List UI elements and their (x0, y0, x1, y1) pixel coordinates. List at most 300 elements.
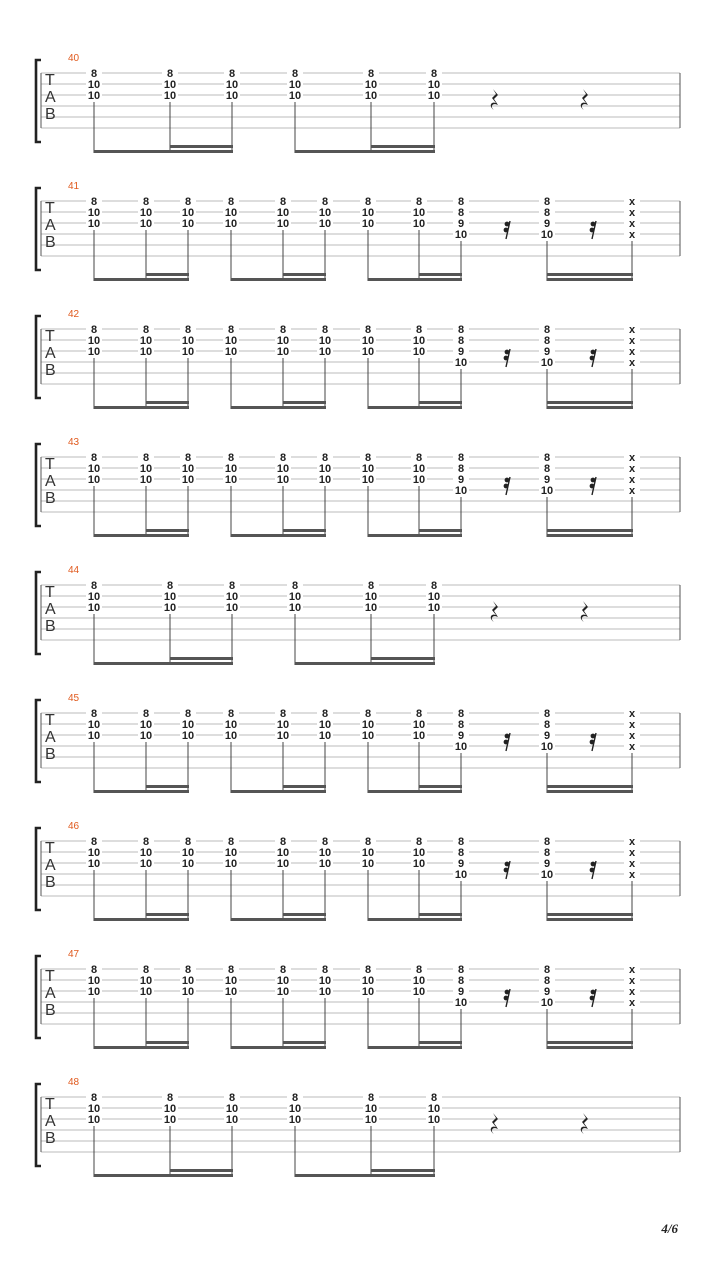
fret-number: 10 (139, 719, 153, 731)
chord (287, 1092, 303, 1177)
chord (138, 324, 154, 409)
fret-number: 10 (87, 346, 101, 358)
measure-number: 40 (68, 53, 80, 64)
fret-number: 10 (412, 207, 426, 219)
fret-number: 8 (457, 719, 465, 731)
beam (94, 150, 233, 153)
chord (138, 196, 154, 281)
fret-number: 10 (139, 847, 153, 859)
fret-number: 10 (87, 719, 101, 731)
chord (224, 580, 240, 665)
fret-number: x (628, 986, 636, 998)
fret-number: 10 (139, 975, 153, 987)
fret-number: 8 (543, 324, 551, 336)
fret-number: 8 (457, 975, 465, 987)
chord (275, 452, 291, 537)
chord (180, 196, 196, 281)
beam (368, 534, 462, 537)
fret-number: 10 (87, 1114, 101, 1126)
fret-number: 9 (457, 474, 465, 486)
chord (624, 452, 640, 537)
sixteenth-rest (504, 989, 510, 1007)
fret-number: 8 (166, 68, 174, 80)
fret-number: 8 (543, 335, 551, 347)
fret-number: 10 (361, 346, 375, 358)
beam (231, 918, 326, 921)
chord (539, 964, 555, 1049)
chord (624, 836, 640, 921)
chord (317, 452, 333, 537)
fret-number: 10 (163, 602, 177, 614)
fret-number: 9 (457, 858, 465, 870)
chord (624, 964, 640, 1049)
beam-secondary (146, 273, 189, 276)
beam-secondary (419, 273, 462, 276)
system-bracket (36, 316, 41, 398)
fret-number: 10 (276, 335, 290, 347)
fret-number: 10 (139, 463, 153, 475)
beam (231, 406, 326, 409)
chord (317, 964, 333, 1049)
fret-number: 8 (90, 708, 98, 720)
tab-clef-letter: A (45, 1113, 56, 1130)
fret-number: 8 (543, 708, 551, 720)
fret-number: 8 (184, 964, 192, 976)
chord (360, 324, 376, 409)
fret-number: 10 (224, 474, 238, 486)
fret-number: 10 (163, 79, 177, 91)
sixteenth-rest (504, 221, 510, 239)
chord (411, 836, 427, 921)
fret-number: x (628, 463, 636, 475)
chord (360, 452, 376, 537)
fret-number: 10 (364, 1114, 378, 1126)
fret-number: 9 (457, 346, 465, 358)
chord (411, 708, 427, 793)
fret-number: 8 (291, 580, 299, 592)
tab-clef-letter: A (45, 985, 56, 1002)
quarter-rest (581, 1113, 588, 1134)
fret-number: 8 (227, 964, 235, 976)
tab-system (36, 1077, 680, 1177)
fret-number: 10 (364, 591, 378, 603)
quarter-rest (581, 1113, 588, 1134)
beam-secondary (547, 785, 633, 788)
fret-number: 8 (279, 708, 287, 720)
fret-number: 10 (276, 858, 290, 870)
fret-number: x (628, 474, 636, 486)
fret-number: 8 (279, 836, 287, 848)
chord (180, 708, 196, 793)
beam (94, 534, 189, 537)
fret-number: x (628, 218, 636, 230)
chord (426, 580, 442, 665)
tab-clef-letter: B (45, 874, 56, 891)
fret-number: 10 (225, 90, 239, 102)
system-bracket (36, 444, 41, 526)
fret-number: 8 (90, 196, 98, 208)
beam-secondary (419, 1041, 462, 1044)
fret-number: 10 (87, 335, 101, 347)
fret-number: 8 (367, 68, 375, 80)
chord (453, 452, 469, 537)
fret-number: 8 (228, 68, 236, 80)
fret-number: 10 (288, 1114, 302, 1126)
chord (86, 1092, 102, 1177)
fret-number: x (628, 335, 636, 347)
chord (411, 964, 427, 1049)
fret-number: 10 (276, 986, 290, 998)
tab-system (36, 949, 680, 1049)
fret-number: 10 (181, 207, 195, 219)
beam (547, 278, 633, 281)
fret-number: 10 (361, 975, 375, 987)
fret-number: 10 (87, 463, 101, 475)
fret-number: 8 (543, 196, 551, 208)
beam-secondary (547, 401, 633, 404)
tab-clef-letter: T (45, 712, 55, 729)
chord (363, 580, 379, 665)
chord (411, 324, 427, 409)
fret-number: 8 (457, 207, 465, 219)
fret-number: 10 (412, 975, 426, 987)
fret-number: 8 (415, 708, 423, 720)
measure-number: 42 (68, 309, 80, 320)
beam-secondary (283, 913, 326, 916)
beam (368, 790, 462, 793)
chord (180, 452, 196, 537)
fret-number: 10 (276, 474, 290, 486)
fret-number: 8 (227, 836, 235, 848)
fret-number: 8 (90, 324, 98, 336)
chord (287, 580, 303, 665)
fret-number: 8 (543, 964, 551, 976)
tab-clef-letter: T (45, 968, 55, 985)
chord (162, 1092, 178, 1177)
beam (547, 918, 633, 921)
fret-number: 10 (364, 90, 378, 102)
beam (94, 918, 189, 921)
fret-number: 10 (224, 986, 238, 998)
beam-secondary (419, 401, 462, 404)
chord (224, 68, 240, 153)
chord (426, 68, 442, 153)
fret-number: 8 (321, 708, 329, 720)
fret-number: 10 (364, 602, 378, 614)
sixteenth-rest (590, 861, 596, 879)
chord (539, 452, 555, 537)
fret-number: 8 (367, 580, 375, 592)
chord (624, 708, 640, 793)
chord (363, 68, 379, 153)
fret-number: 10 (318, 847, 332, 859)
fret-number: 10 (163, 90, 177, 102)
tab-system (36, 821, 680, 921)
fret-number: 8 (321, 964, 329, 976)
fret-number: 10 (139, 346, 153, 358)
fret-number: 10 (139, 335, 153, 347)
fret-number: 10 (361, 847, 375, 859)
fret-number: 10 (427, 591, 441, 603)
chord (223, 452, 239, 537)
fret-number: 10 (540, 741, 554, 753)
sixteenth-rest (590, 733, 596, 751)
fret-number: 8 (543, 452, 551, 464)
fret-number: 8 (291, 1092, 299, 1104)
chord (86, 964, 102, 1049)
beam (94, 662, 233, 665)
beam (368, 1046, 462, 1049)
system-bracket (36, 1084, 41, 1166)
chord (287, 68, 303, 153)
fret-number: 10 (361, 335, 375, 347)
fret-number: 10 (181, 858, 195, 870)
fret-number: 10 (361, 474, 375, 486)
fret-number: x (628, 346, 636, 358)
beam (94, 1174, 233, 1177)
fret-number: 10 (540, 485, 554, 497)
fret-number: 10 (540, 997, 554, 1009)
fret-number: 10 (139, 986, 153, 998)
measure-number: 41 (68, 181, 80, 192)
fret-number: x (628, 997, 636, 1009)
fret-number: 10 (139, 218, 153, 230)
fret-number: 10 (361, 207, 375, 219)
fret-number: 10 (454, 485, 468, 497)
fret-number: 8 (543, 207, 551, 219)
fret-number: x (628, 196, 636, 208)
beam (547, 1046, 633, 1049)
fret-number: x (628, 324, 636, 336)
quarter-rest (581, 89, 588, 110)
quarter-rest (491, 1113, 498, 1134)
fret-number: x (628, 357, 636, 369)
fret-number: 10 (361, 986, 375, 998)
fret-number: 10 (540, 357, 554, 369)
beam-secondary (371, 657, 435, 660)
chord (223, 836, 239, 921)
tab-system (36, 693, 680, 793)
tab-clef-letter: A (45, 601, 56, 618)
fret-number: 8 (228, 1092, 236, 1104)
fret-number: 10 (181, 335, 195, 347)
chord (624, 324, 640, 409)
tab-system (36, 181, 680, 281)
fret-number: 10 (361, 719, 375, 731)
quarter-rest (491, 1113, 498, 1134)
beam-secondary (547, 1041, 633, 1044)
system-bracket (36, 700, 41, 782)
fret-number: 10 (412, 474, 426, 486)
chord (360, 964, 376, 1049)
fret-number: 8 (227, 324, 235, 336)
fret-number: 10 (87, 858, 101, 870)
chord (223, 196, 239, 281)
fret-number: 10 (454, 357, 468, 369)
chord (86, 68, 102, 153)
fret-number: x (628, 975, 636, 987)
fret-number: 10 (276, 847, 290, 859)
fret-number: 8 (457, 847, 465, 859)
chord (539, 196, 555, 281)
fret-number: 8 (321, 324, 329, 336)
system-bracket (36, 188, 41, 270)
fret-number: 10 (288, 79, 302, 91)
fret-number: 8 (364, 196, 372, 208)
chord (138, 452, 154, 537)
chord (453, 836, 469, 921)
fret-number: 10 (454, 229, 468, 241)
fret-number: 8 (457, 964, 465, 976)
fret-number: 10 (181, 986, 195, 998)
beam-secondary (283, 273, 326, 276)
fret-number: 10 (181, 719, 195, 731)
beam-secondary (170, 145, 233, 148)
fret-number: 10 (181, 474, 195, 486)
beam-secondary (371, 145, 435, 148)
tab-clef-letter: A (45, 345, 56, 362)
fret-number: 8 (457, 463, 465, 475)
fret-number: x (628, 207, 636, 219)
fret-number: 8 (415, 836, 423, 848)
quarter-rest (581, 601, 588, 622)
sixteenth-rest (504, 861, 510, 879)
fret-number: 10 (276, 719, 290, 731)
beam-secondary (419, 785, 462, 788)
tab-clef-letter: T (45, 584, 55, 601)
beam (94, 1046, 189, 1049)
chord (411, 452, 427, 537)
beam (368, 278, 462, 281)
fret-number: 8 (142, 196, 150, 208)
tab-clef-letter: A (45, 473, 56, 490)
system-bracket (36, 828, 41, 910)
chord (86, 580, 102, 665)
quarter-rest (491, 601, 498, 622)
fret-number: 10 (412, 986, 426, 998)
fret-number: 10 (427, 79, 441, 91)
fret-number: 8 (457, 708, 465, 720)
fret-number: 10 (288, 602, 302, 614)
fret-number: 10 (87, 218, 101, 230)
fret-number: 10 (288, 591, 302, 603)
fret-number: 8 (430, 580, 438, 592)
beam-secondary (283, 785, 326, 788)
fret-number: 10 (181, 847, 195, 859)
fret-number: 8 (457, 836, 465, 848)
fret-number: 8 (321, 836, 329, 848)
tab-system (36, 437, 680, 537)
fret-number: 9 (543, 858, 551, 870)
fret-number: 10 (87, 602, 101, 614)
fret-number: 8 (291, 68, 299, 80)
quarter-rest (491, 89, 498, 110)
fret-number: 10 (276, 730, 290, 742)
beam-secondary (547, 529, 633, 532)
chord (275, 324, 291, 409)
fret-number: 8 (543, 836, 551, 848)
fret-number: 10 (427, 1103, 441, 1115)
fret-number: 10 (361, 858, 375, 870)
fret-number: 10 (181, 218, 195, 230)
fret-number: 8 (415, 196, 423, 208)
fret-number: 10 (288, 1103, 302, 1115)
beam-secondary (283, 529, 326, 532)
fret-number: 10 (181, 346, 195, 358)
fret-number: x (628, 730, 636, 742)
fret-number: 10 (318, 858, 332, 870)
fret-number: 8 (415, 452, 423, 464)
fret-number: 8 (142, 708, 150, 720)
measure-number: 44 (68, 565, 80, 576)
fret-number: 8 (90, 68, 98, 80)
chord (317, 708, 333, 793)
fret-number: 10 (318, 986, 332, 998)
fret-number: 8 (321, 452, 329, 464)
chord (453, 964, 469, 1049)
measure-number: 46 (68, 821, 80, 832)
fret-number: 8 (457, 324, 465, 336)
beam-secondary (547, 913, 633, 916)
chord (138, 836, 154, 921)
tab-clef-letter: A (45, 857, 56, 874)
fret-number: 10 (163, 591, 177, 603)
fret-number: 10 (412, 847, 426, 859)
fret-number: 8 (90, 964, 98, 976)
fret-number: 10 (427, 602, 441, 614)
fret-number: 10 (87, 207, 101, 219)
fret-number: 8 (227, 452, 235, 464)
chord (275, 708, 291, 793)
fret-number: 8 (364, 964, 372, 976)
fret-number: 10 (276, 463, 290, 475)
fret-number: 9 (457, 986, 465, 998)
system-bracket (36, 956, 41, 1038)
beam (547, 534, 633, 537)
fret-number: 9 (457, 218, 465, 230)
fret-number: x (628, 836, 636, 848)
fret-number: 8 (430, 68, 438, 80)
fret-number: 10 (318, 207, 332, 219)
fret-number: 8 (90, 836, 98, 848)
sixteenth-rest (504, 477, 510, 495)
beam-secondary (170, 657, 233, 660)
fret-number: 10 (224, 730, 238, 742)
chord (86, 196, 102, 281)
fret-number: 10 (181, 975, 195, 987)
fret-number: 8 (279, 324, 287, 336)
chord (86, 452, 102, 537)
tab-clef-letter: B (45, 746, 56, 763)
fret-number: 10 (87, 474, 101, 486)
beam-secondary (547, 273, 633, 276)
system-bracket (36, 60, 41, 142)
fret-number: 10 (87, 90, 101, 102)
fret-number: 8 (90, 452, 98, 464)
fret-number: x (628, 452, 636, 464)
chord (162, 68, 178, 153)
tab-clef-letter: T (45, 72, 55, 89)
chord (453, 324, 469, 409)
fret-number: 8 (227, 708, 235, 720)
fret-number: 10 (224, 346, 238, 358)
chord (360, 708, 376, 793)
fret-number: 8 (367, 1092, 375, 1104)
beam-secondary (170, 1169, 233, 1172)
fret-number: 10 (318, 719, 332, 731)
beam (94, 278, 189, 281)
fret-number: x (628, 847, 636, 859)
